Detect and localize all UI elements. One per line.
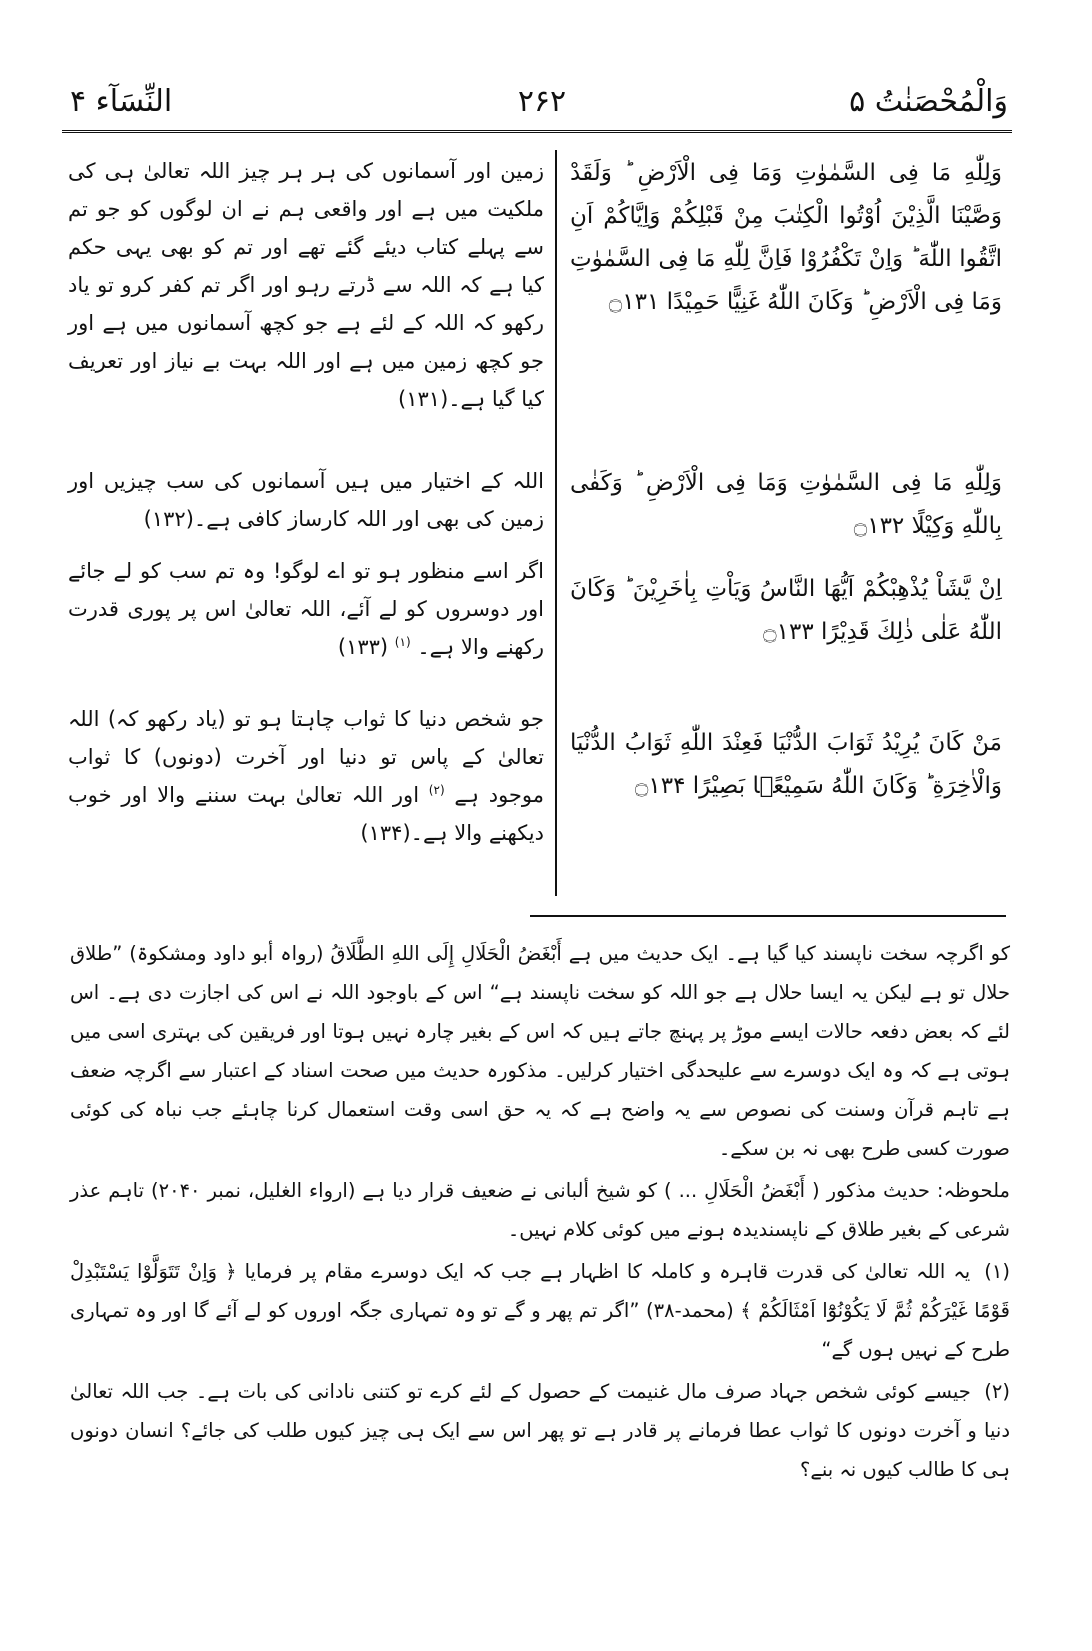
verse-132-arabic: وَلِلّٰهِ مَا فِی السَّمٰوٰتِ وَمَا فِی الْاَرْضِ ؕ وَكَفٰی بِاللّٰهِ وَكِیْلًا ۝۱۳۲ [570, 470, 1002, 539]
footnote-note: ملحوظہ: حدیث مذکور ( أَبْغَضُ الْحَلَالِ ... ) کو شیخ ألبانی نے ضعیف قرار دیا ہے (ارواء الغلیل، نمبر ۲۰۴۰) تاہم عذر شرعی کے بغیر طلاق کے ناپسندیدہ ہونے میں کوئی کلام نہیں۔ [70, 1179, 1010, 1241]
page-number: ۲۶۲ [517, 84, 567, 119]
verse-133-translation [68, 552, 544, 666]
verse-133-arabic: اِنْ یَّشَاْ یُذْهِبْكُمْ اَیُّهَا النَّاسُ وَیَاْتِ بِاٰخَرِیْنَ ؕ وَكَانَ اللّٰهُ عَلٰی ذٰلِكَ قَدِیْرًا ۝۱۳۳ [570, 576, 1002, 645]
verse-134-text: جو شخص دنیا کا ثواب چاہتا ہو تو (یاد رکھو کہ) اللہ تعالیٰ کے پاس تو دنیا اور آخرت (دونوں) کا ثواب موجود ہے [68, 707, 544, 807]
verse-132-translation: اللہ کے اختیار میں ہیں آسمانوں کی سب چیزیں اور زمین کی بھی اور اللہ کارساز کافی ہے۔(۱۳۲) [68, 469, 544, 531]
footnote-2 [70, 1372, 1010, 1489]
verse-134-translation [68, 700, 544, 852]
verse-134-arabic: مَنْ كَانَ یُرِیْدُ ثَوَابَ الدُّنْیَا فَعِنْدَ اللّٰهِ ثَوَابُ الدُّنْیَا وَالْاٰخِرَةِ ؕ وَكَانَ اللّٰهُ سَمِیْعًۢا بَصِیْرًا ۝۱۳۴ [570, 730, 1002, 799]
juz-title: وَالْمُحْصَنٰتُ ۵ [849, 84, 1008, 119]
header-rule [62, 130, 1012, 133]
footnote-continuation: کو اگرچہ سخت ناپسند کیا گیا ہے۔ ایک حدیث میں ہے أَبْغَضُ الْحَلَالِ إِلَى اللهِ الطَّلَاقُ (رواہ أبو داود ومشکوۃ) ”طلاق حلال تو ہے لیکن یہ ایسا حلال ہے جو اللہ کو سخت ناپسند ہے“ اس کے باوجود اللہ نے اس کی اجازت دی ہے۔ اس لئے کہ بعض دفعہ حالات ایسے موڑ پر پہنچ جاتے ہیں کہ اس کے بغیر چارہ نہیں ہوتا اور فریقین کی بہتری اسی میں ہوتی ہے کہ وہ ایک دوسرے سے علیحدگی اختیار کرلیں۔ مذکورہ حدیث میں صحت اسناد کے اعتبار سے اگرچہ ضعف ہے تاہم قرآن وسنت کی نصوص سے یہ واضح ہے کہ یہ حق اسی وقت استعمال کرنا چاہئے جب نباہ کی کوئی صورت کسی طرح بھی نہ بن سکے۔ [70, 942, 1010, 1160]
surah-title: النِّسَآء ۴ [70, 84, 173, 119]
verse-131-translation: زمین اور آسمانوں کی ہر ہر چیز اللہ تعالیٰ ہی کی ملکیت میں ہے اور واقعی ہم نے ان لوگوں کو جو تم سے پہلے کتاب دیئے گئے تھے اور تم کو بھی یہی حکم کیا ہے کہ اللہ سے ڈرتے رہو اور اگر تم کفر کرو تو یاد رکھو کہ اللہ کے لئے ہے جو کچھ آسمانوں میں ہے اور جو کچھ زمین میں ہے اور اللہ بہت بے نیاز اور تعریف کیا گیا ہے۔(۱۳۱) [68, 159, 544, 411]
footnote-2-text: جیسے کوئی شخص جہاد صرف مال غنیمت کے حصول کے لئے کرے تو کتنی نادانی کی بات ہے۔ جب اللہ تعالیٰ دنیا و آخرت دونوں کا ثواب عطا فرمانے پر قادر ہے تو پھر اس سے ایک ہی چیز کیوں طلب کی جائے؟ انسان دونوں ہی کا طالب کیوں نہ بنے؟ [70, 1380, 1010, 1481]
footnotes [70, 934, 1010, 1492]
footnote-rule [530, 915, 1006, 917]
verse-133-text: اگر اسے منظور ہو تو اے لوگو! وہ تم سب کو لے جائے اور دوسروں کو لے آئے، اللہ تعالیٰ اس پر پوری قدرت رکھنے والا ہے۔ [68, 559, 544, 659]
footnote-ref-1: (۱) [394, 635, 411, 649]
verse-133-number: (۱۳۳) [337, 635, 389, 659]
verse-134-text-end: اور اللہ تعالیٰ بہت سننے والا اور خوب دیکھنے والا ہے۔(۱۳۴) [68, 783, 544, 845]
footnote-ref-2: (۲) [428, 783, 445, 797]
column-divider [555, 150, 557, 896]
footnote-1 [70, 1252, 1010, 1369]
footnote-1-text: یہ اللہ تعالیٰ کی قدرت قاہرہ و کاملہ کا اظہار ہے جب کہ ایک دوسرے مقام پر فرمایا ﴿ وَاِنْ تَتَوَلَّوْا یَسْتَبْدِلْ قَوْمًا غَیْرَكُمْ ثُمَّ لَا یَكُوْنُوْٓا اَمْثَالَكُمْ ﴾ (محمد-۳۸) ”اگر تم پھر و گے تو وہ تمہاری جگہ اوروں کو لے آئے گا اور وہ تمہاری طرح کے نہیں ہوں گے“ [70, 1260, 1010, 1361]
verse-131-arabic: وَلِلّٰهِ مَا فِی السَّمٰوٰتِ وَمَا فِی الْاَرْضِ ؕ وَلَقَدْ وَصَّیْنَا الَّذِیْنَ اُوْتُوا الْكِتٰبَ مِنْ قَبْلِكُمْ وَاِیَّاكُمْ اَنِ اتَّقُوا اللّٰهَ ؕ وَاِنْ تَكْفُرُوْا فَاِنَّ لِلّٰهِ مَا فِی السَّمٰوٰتِ وَمَا فِی الْاَرْضِ ؕ وَكَانَ اللّٰهُ غَنِیًّا حَمِیْدًا ۝۱۳۱ [570, 160, 1002, 315]
footnote-1-number: (۱) [984, 1260, 1010, 1283]
footnote-2-number: (۲) [984, 1380, 1010, 1403]
